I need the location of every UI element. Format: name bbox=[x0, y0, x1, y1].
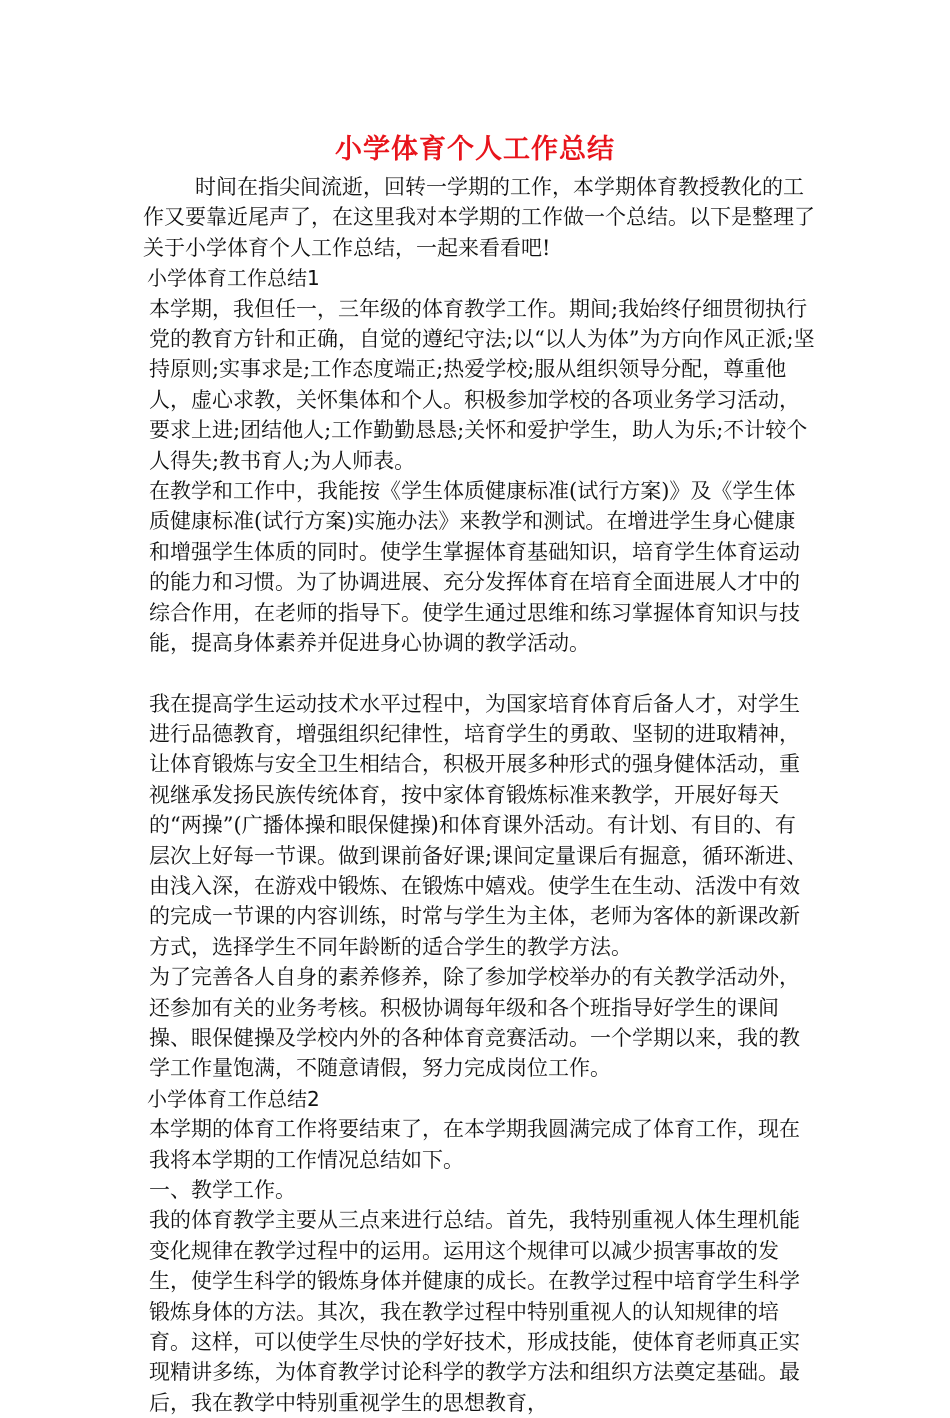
section-heading-2: 小学体育工作总结2 bbox=[147, 1086, 320, 1111]
body-paragraph: 本学期的体育工作将要结束了，在本学期我圆满完成了体育工作，现在我将本学期的工作情况总结如下。 bbox=[149, 1117, 800, 1172]
paragraph-gap bbox=[143, 659, 815, 689]
body-paragraph: 我在提高学生运动技术水平过程中，为国家培育体育后备人才，对学生进行品德教育，增强组织纪律性，培育学生的勇敢、坚韧的进取精神，让体育锻炼与安全卫生相结合，积极开展多种形式的强身健体活动，重视继承发扬民族传统体育，按中家体育锻炼标准来教学，开展好每天的“两操”(广播体操和眼保健操)和体育课外活动。有计划、有目的、有层次上好每一节课。做到课前备好课;课间定量课后有掘意，循环渐进、由浅入深，在游戏中锻炼、在锻炼中嬉戏。使学生在生动、活泼中有效的完成一节课的内容训练，时常与学生为主体，老师为客体的新课改新方式，选择学生不同年龄断的适合学生的教学方法。 bbox=[149, 691, 808, 959]
body-paragraph: 为了完善各人自身的素养修养，除了参加学校举办的有关教学活动外，还参加有关的业务考核。积极协调每年级和各个班指导好学生的课间操、眼保健操及学校内外的各种体育竞赛活动。一个学期以来，我的教学工作量饱满，不随意请假，努力完成岗位工作。 bbox=[149, 965, 800, 1081]
body-paragraph: 我的体育教学主要从三点来进行总结。首先，我特别重视人体生理机能变化规律在教学过程中的运用。运用这个规律可以减少损害事故的发生，使学生科学的锻炼身体并健康的成长。在教学过程中培育学生科学锻炼身体的方法。其次，我在教学过程中特别重视人的认知规律的培育。这样，可以使学生尽快的学好技术，形成技能，使体育老师真正实现精讲多练，为体育教学讨论科学的教学方法和组织方法奠定基础。最后，我在教学中特别重视学生的思想教育， bbox=[149, 1208, 800, 1415]
document-body bbox=[143, 172, 815, 1418]
section-heading-1: 小学体育工作总结1 bbox=[147, 266, 320, 291]
body-paragraph: 在教学和工作中，我能按《学生体质健康标准(试行方案)》及《学生体质健康标准(试行方案)实施办法》来教学和测试。在增进学生身心健康和增强学生体质的同时。使学生掌握体育基础知识，培育学生体育运动的能力和习惯。为了协调进展、充分发挥体育在培育全面进展人才中的综合作用，在老师的指导下。使学生通过思维和练习掌握体育知识与技能，提高身体素养并促进身心协调的教学活动。 bbox=[149, 479, 800, 656]
body-paragraph: 本学期，我但任一，三年级的体育教学工作。期间;我始终仔细贯彻执行党的教育方针和正确，自觉的遵纪守法;以“以人为体”为方向作风正派;坚持原则;实事求是;工作态度端正;热爱学校;服从组织领导分配，尊重他人，虚心求教，关怀集体和个人。积极参加学校的各项业务学习活动，要求上进;团结他人;工作勤勤恳恳;关怀和爱护学生，助人为乐;不计较个人得失;教书育人;为人师表。 bbox=[149, 296, 815, 473]
document-title: 小学体育个人工作总结 bbox=[335, 134, 615, 165]
intro-paragraph: 时间在指尖间流逝，回转一学期的工作，本学期体育教授教化的工作又要靠近尾声了，在这里我对本学期的工作做一个总结。以下是整理了关于小学体育个人工作总结，一起来看看吧! bbox=[143, 175, 815, 260]
subsection-heading: 一、教学工作。 bbox=[149, 1178, 296, 1202]
